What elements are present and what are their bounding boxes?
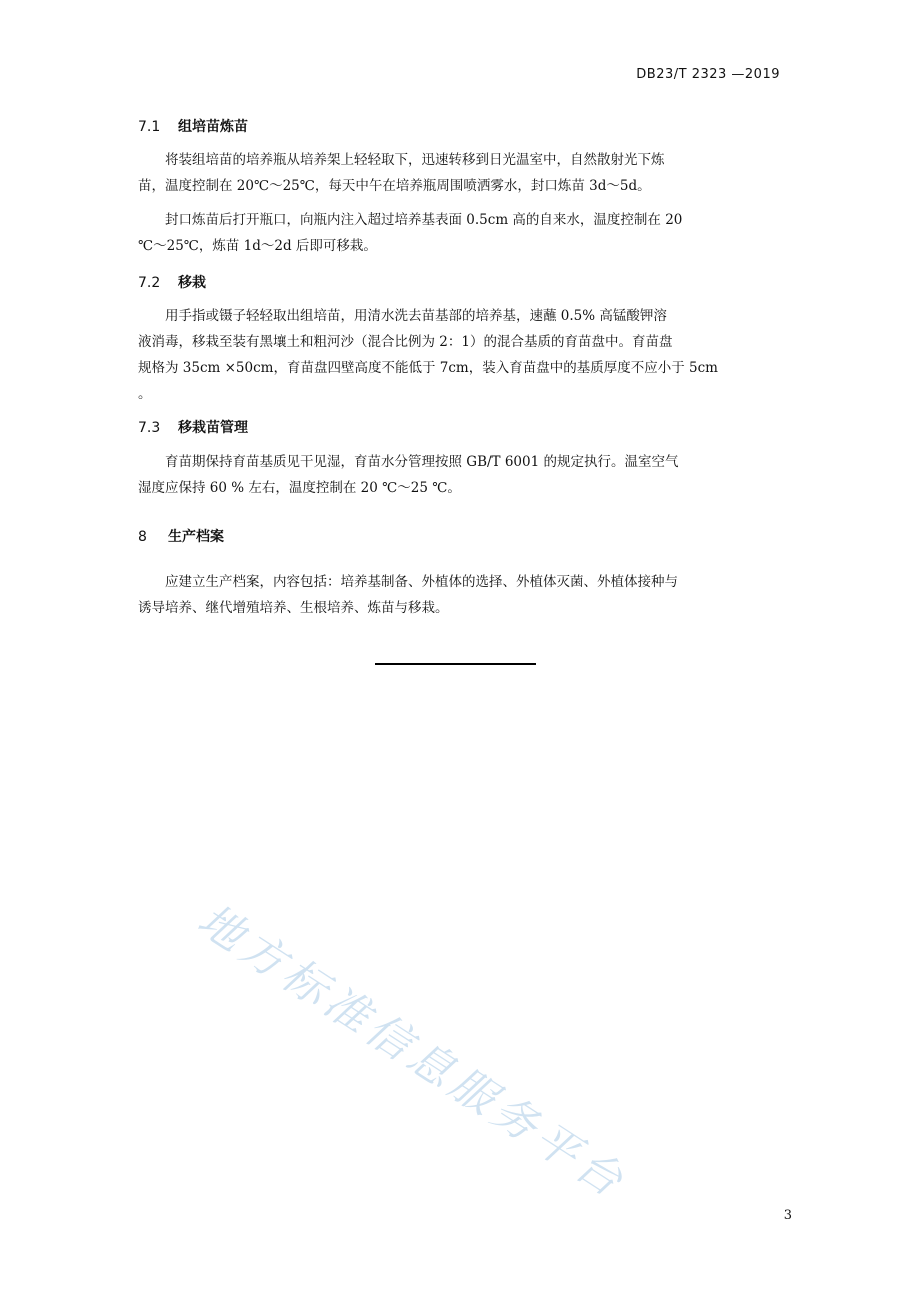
section-7-3-paragraph xyxy=(138,449,782,501)
text-line: 育苗期保持育苗基质见干见湿，育苗水分管理按照 GB/T 6001 的规定执行。温室空气 xyxy=(138,454,679,470)
section-number: 8 xyxy=(138,529,147,545)
text-line: 苗，温度控制在 20℃～25℃，每天中午在培养瓶周围喷洒雾水，封口炼苗 3d～5d。 xyxy=(138,178,651,194)
section-title: 移栽苗管理 xyxy=(178,420,248,436)
section-number: 7.3 xyxy=(138,420,161,436)
text-line: 。 xyxy=(138,386,152,402)
section-7-3-heading xyxy=(138,417,248,437)
section-7-2-heading xyxy=(138,272,206,292)
section-title: 组培苗炼苗 xyxy=(178,119,248,135)
document-code: DB23/T 2323 —2019 xyxy=(636,67,780,82)
text-line: 应建立生产档案，内容包括：培养基制备、外植体的选择、外植体灭菌、外植体接种与 xyxy=(138,574,678,590)
section-7-1-heading xyxy=(138,116,248,136)
text-line: ℃～25℃，炼苗 1d～2d 后即可移栽。 xyxy=(138,238,377,254)
section-8-paragraph xyxy=(138,569,782,621)
section-7-2-paragraph xyxy=(138,303,782,407)
text-line: 湿度应保持 60 % 左右，温度控制在 20 ℃～25 ℃。 xyxy=(138,480,461,496)
section-7-1-paragraph-2 xyxy=(138,207,782,259)
section-number: 7.1 xyxy=(138,119,161,135)
text-line: 规格为 35cm ×50cm，育苗盘四壁高度不能低于 7cm，装入育苗盘中的基质厚度不应小于 5cm xyxy=(138,360,718,376)
text-line: 诱导培养、继代增殖培养、生根培养、炼苗与移栽。 xyxy=(138,600,449,616)
text-line: 封口炼苗后打开瓶口，向瓶内注入超过培养基表面 0.5cm 高的自来水，温度控制在 20 xyxy=(138,212,683,228)
section-title: 移栽 xyxy=(178,275,206,291)
text-line: 用手指或镊子轻轻取出组培苗，用清水洗去苗基部的培养基，速蘸 0.5% 高锰酸钾溶 xyxy=(138,308,667,324)
section-number: 7.2 xyxy=(138,275,161,291)
watermark: 地方标准信息服务平台 xyxy=(188,894,636,1210)
end-of-document-rule xyxy=(375,663,536,665)
section-7-1-paragraph-1 xyxy=(138,147,782,199)
section-8-heading xyxy=(138,526,224,546)
text-line: 将装组培苗的培养瓶从培养架上轻轻取下，迅速转移到日光温室中，自然散射光下炼 xyxy=(138,152,665,168)
section-title: 生产档案 xyxy=(168,529,224,545)
page-number: 3 xyxy=(783,1208,792,1223)
text-line: 液消毒，移栽至装有黑壤土和粗河沙（混合比例为 2：1）的混合基质的育苗盘中。育苗盘 xyxy=(138,334,673,350)
